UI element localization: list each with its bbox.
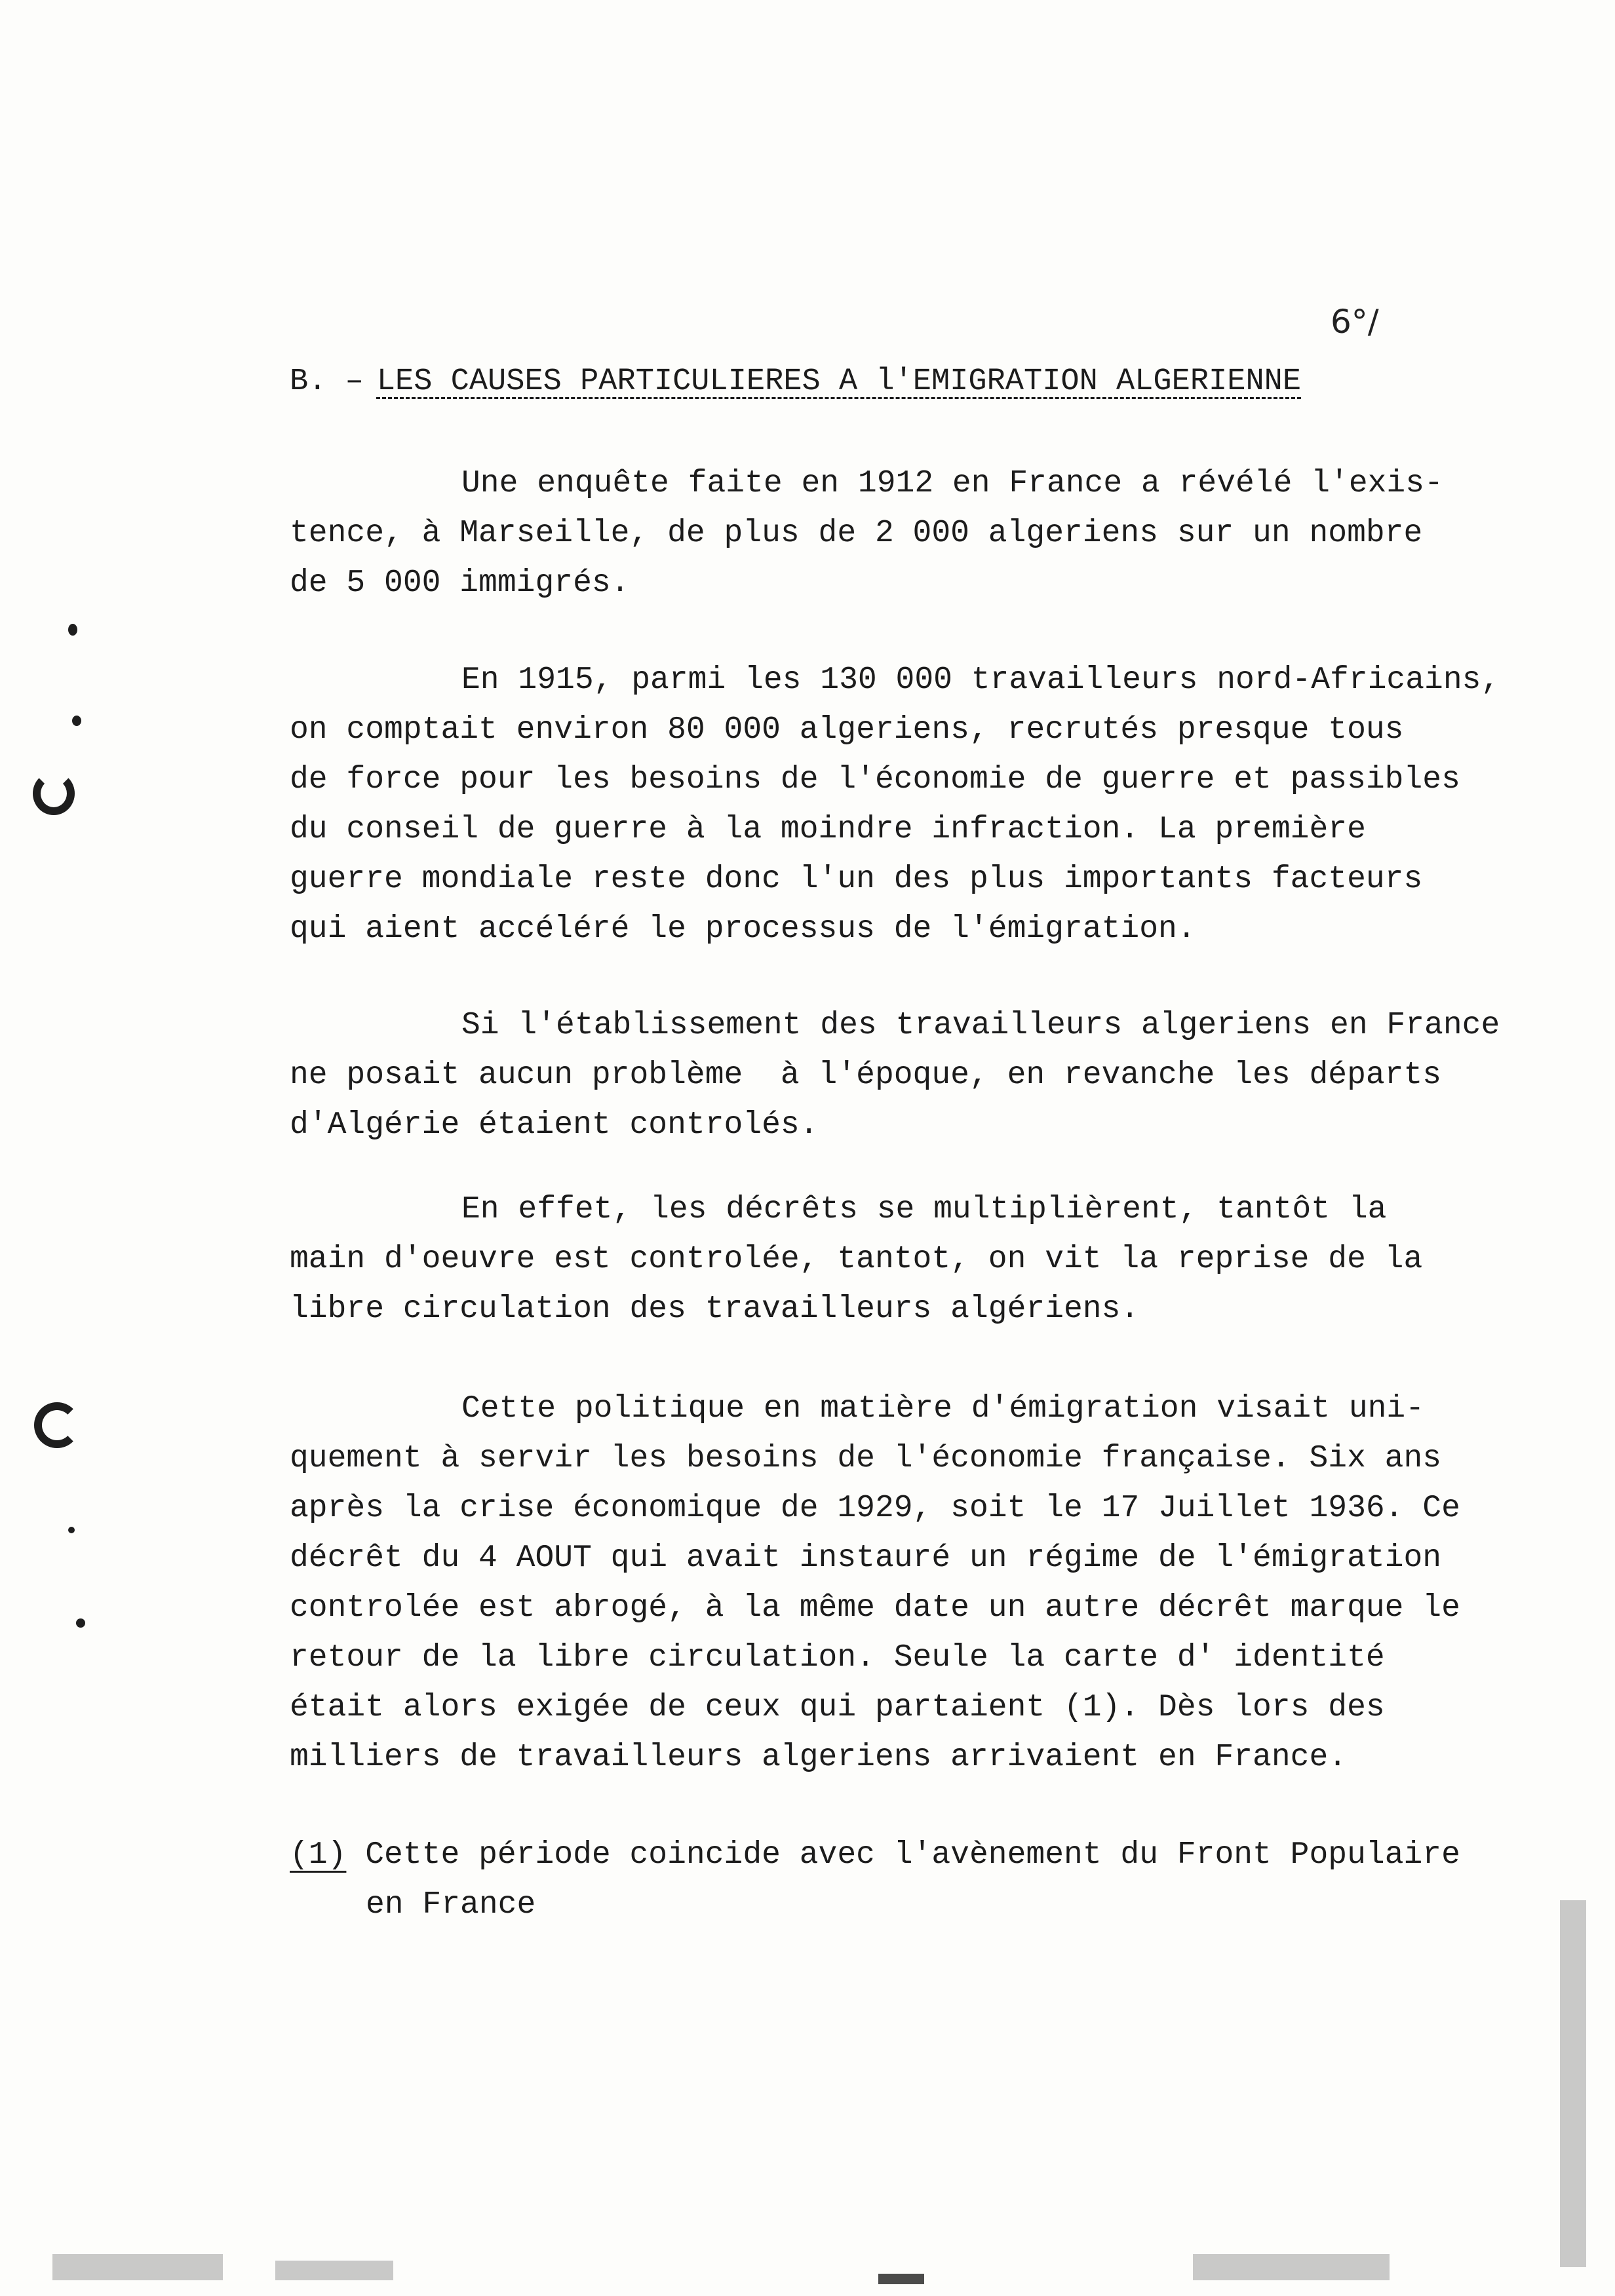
- section-heading: [290, 364, 1301, 399]
- paragraph-line: En 1915, parmi les 130 000 travailleurs nord-Africains,: [461, 662, 1500, 698]
- paragraph-line: d'Algérie étaient controlés.: [290, 1107, 819, 1143]
- paragraph-line: tence, à Marseille, de plus de 2 000 algeriens sur un nombre: [290, 516, 1423, 551]
- footnote: [290, 1830, 1460, 1930]
- paragraph-line: de force pour les besoins de l'économie de guerre et passibles: [290, 762, 1460, 797]
- section-heading-prefix: B. –: [290, 364, 364, 399]
- paragraph-line: En effet, les décrêts se multiplièrent, tantôt la: [461, 1192, 1387, 1227]
- paragraph-line: libre circulation des travailleurs algériens.: [290, 1292, 1140, 1327]
- paragraph-line: on comptait environ 80 000 algeriens, recrutés presque tous: [290, 712, 1404, 748]
- paragraph-1: [290, 459, 1548, 608]
- paragraph-line: Si l'établissement des travailleurs algeriens en France: [461, 1008, 1500, 1043]
- paragraph-line: après la crise économique de 1929, soit le 17 Juillet 1936. Ce: [290, 1491, 1460, 1526]
- paragraph-line: guerre mondiale reste donc l'un des plus importants facteurs: [290, 862, 1423, 897]
- paragraph-line: retour de la libre circulation. Seule la carte d' identité: [290, 1640, 1385, 1675]
- footnote-marker: (1): [290, 1837, 347, 1873]
- paragraph-line: Une enquête faite en 1912 en France a révélé l'exis-: [461, 466, 1443, 501]
- paragraph-line: décrêt du 4 AOUT qui avait instauré un régime de l'émigration: [290, 1540, 1442, 1576]
- paragraph-line: main d'oeuvre est controlée, tantot, on vit la reprise de la: [290, 1242, 1423, 1277]
- binder-hole-mark: [33, 772, 75, 815]
- binder-dot-mark: [68, 624, 77, 636]
- paragraph-5: [290, 1384, 1548, 1782]
- section-heading-title: LES CAUSES PARTICULIERES A l'EMIGRATION ALGERIENNE: [376, 364, 1302, 399]
- paragraph-line: quement à servir les besoins de l'économie française. Six ans: [290, 1441, 1442, 1476]
- binder-hole-mark: [34, 1402, 80, 1448]
- scan-noise: [1560, 1900, 1586, 2267]
- footnote-text: Cette période coincide avec l'avènement du Front Populaire: [365, 1837, 1460, 1873]
- binder-dot-mark: [76, 1618, 85, 1628]
- paragraph-line: controlée est abrogé, à la même date un autre décrêt marque le: [290, 1590, 1460, 1626]
- scan-noise: [878, 2274, 924, 2284]
- paragraph-line: milliers de travailleurs algeriens arrivaient en France.: [290, 1740, 1348, 1775]
- paragraph-line: du conseil de guerre à la moindre infraction. La première: [290, 812, 1366, 847]
- footnote-line-2: en France: [366, 1887, 536, 1923]
- page-number: 6°/: [1331, 303, 1379, 341]
- paragraph-line: Cette politique en matière d'émigration visait uni-: [461, 1391, 1425, 1426]
- footnote-line-1: [290, 1830, 1460, 1880]
- paragraph-line: était alors exigée de ceux qui partaient (1). Dès lors des: [290, 1690, 1385, 1725]
- paragraph-line: qui aient accéléré le processus de l'émigration.: [290, 911, 1196, 947]
- paragraph-3: [290, 1001, 1548, 1150]
- scan-noise: [52, 2254, 223, 2280]
- scan-noise: [275, 2261, 393, 2280]
- paragraph-4: [290, 1185, 1548, 1334]
- paragraph-2: [290, 655, 1548, 954]
- scan-noise: [1193, 2254, 1390, 2280]
- paragraph-line: de 5 000 immigrés.: [290, 565, 630, 601]
- paragraph-line: ne posait aucun problème à l'époque, en revanche les départs: [290, 1058, 1442, 1093]
- binder-dot-mark: [72, 716, 81, 726]
- binder-dot-mark: [68, 1527, 75, 1533]
